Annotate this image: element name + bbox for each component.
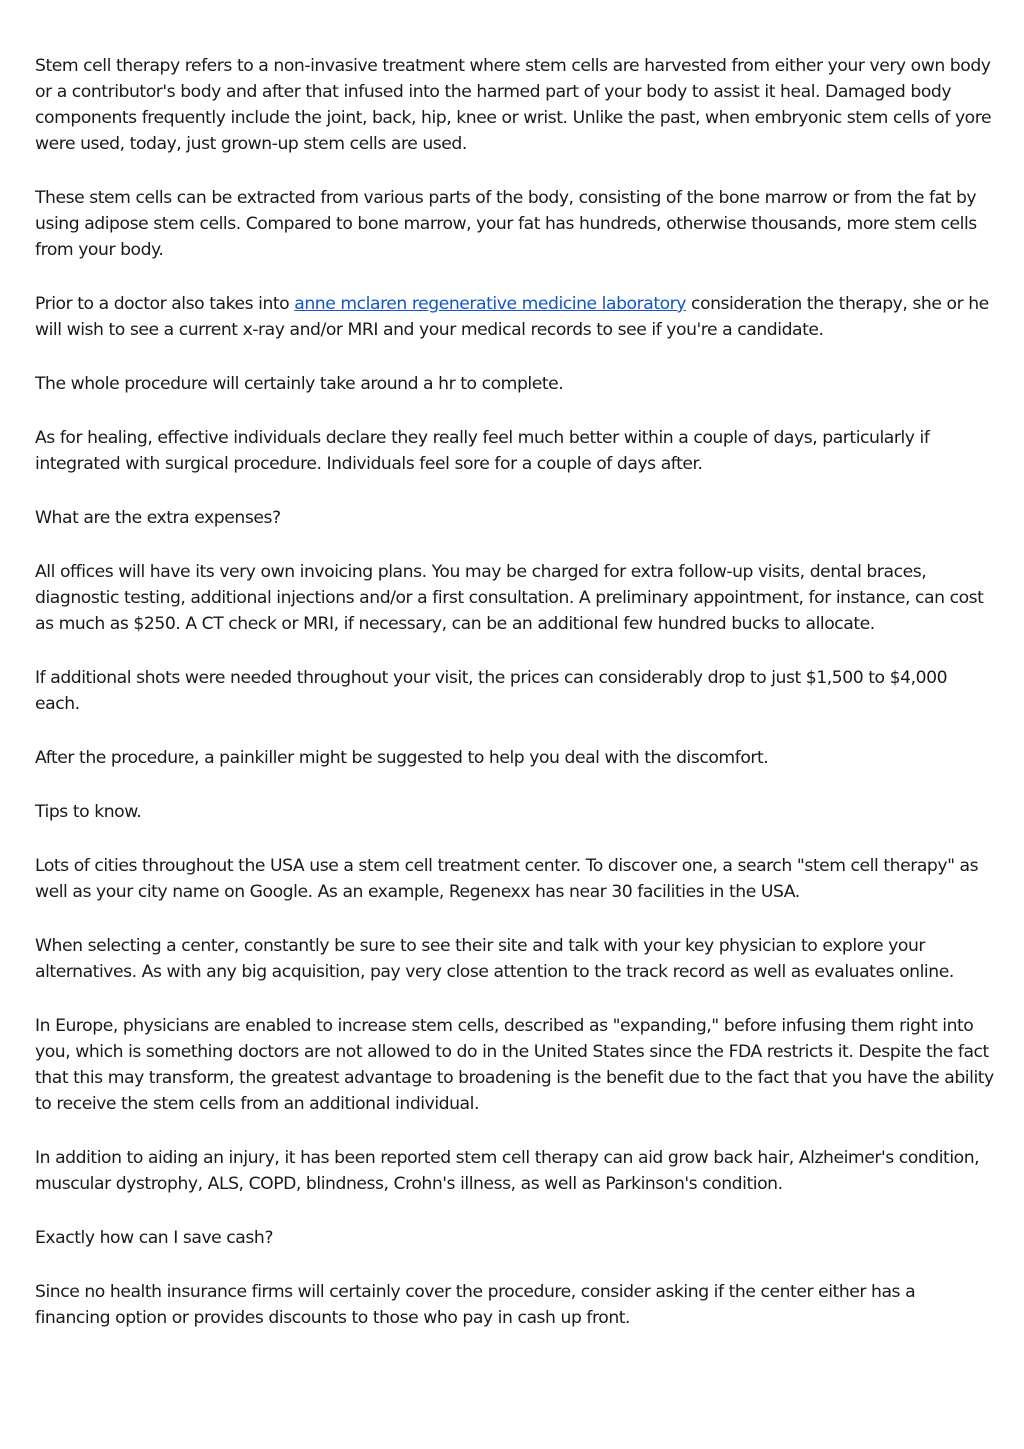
paragraph-financing: Since no health insurance firms will certainly cover the procedure, consider asking if the center either has a financing option or provides discounts to those who pay in cash up front. bbox=[35, 1282, 916, 1328]
heading-extra-expenses: What are the extra expenses? bbox=[35, 508, 281, 528]
paragraph-europe: In Europe, physicians are enabled to increase stem cells, described as "expanding," before infusing them right into you, which is something doctors are not allowed to do in the United States since the FDA restricts it. Despite the fact that this may transform, the greatest advantage to broadening is the benefit due to the fact that you have the ability to receive the stem cells from an additional individual. bbox=[35, 1016, 994, 1114]
paragraph-other-uses: In addition to aiding an injury, it has been reported stem cell therapy can aid grow back hair, Alzheimer's condition, muscular dystrophy, ALS, COPD, blindness, Crohn's illness, as well as Parkinson's condition. bbox=[35, 1148, 980, 1194]
paragraph-procedure-duration: The whole procedure will certainly take around a hr to complete. bbox=[35, 374, 564, 394]
paragraph-shot-prices: If additional shots were needed throughout your visit, the prices can considerably drop to just $1,500 to $4,000 each. bbox=[35, 668, 948, 714]
heading-tips: Tips to know. bbox=[35, 802, 142, 822]
document-body bbox=[35, 53, 995, 1359]
paragraph-painkiller: After the procedure, a painkiller might be suggested to help you deal with the discomfort. bbox=[35, 748, 769, 768]
regenerative-medicine-link[interactable]: anne mclaren regenerative medicine laboratory bbox=[294, 294, 687, 314]
heading-save-cash: Exactly how can I save cash? bbox=[35, 1228, 274, 1248]
paragraph-invoicing: All offices will have its very own invoicing plans. You may be charged for extra follow-up visits, dental braces, diagnostic testing, additional injections and/or a first consultation. A preliminary appointment, for instance, can cost as much as $250. A CT check or MRI, if necessary, can be an additional few hundred bucks to allocate. bbox=[35, 562, 984, 634]
paragraph-doctor-review-text-before: Prior to a doctor also takes into bbox=[35, 294, 295, 314]
paragraph-finding-center: Lots of cities throughout the USA use a stem cell treatment center. To discover one, a search "stem cell therapy" as well as your city name on Google. As an example, Regenexx has near 30 facilities in the USA. bbox=[35, 856, 979, 902]
paragraph-definition: Stem cell therapy refers to a non-invasive treatment where stem cells are harvested from either your very own body or a contributor's body and after that infused into the harmed part of your body to assist it heal. Damaged body components frequently include the joint, back, hip, knee or wrist. Unlike the past, when embryonic stem cells of yore were used, today, just grown-up stem cells are used. bbox=[35, 56, 992, 154]
paragraph-selecting-center: When selecting a center, constantly be sure to see their site and talk with your key physician to explore your alternatives. As with any big acquisition, pay very close attention to the track record as well as evaluates online. bbox=[35, 936, 954, 982]
paragraph-extraction: These stem cells can be extracted from various parts of the body, consisting of the bone marrow or from the fat by using adipose stem cells. Compared to bone marrow, your fat has hundreds, otherwise thousands, more stem cells from your body. bbox=[35, 188, 977, 260]
paragraph-doctor-review-text-after: consideration the therapy, she or he will wish to see a current x-ray and/or MRI and your medical records to see if you're a candidate. bbox=[35, 294, 989, 340]
paragraph-healing: As for healing, effective individuals declare they really feel much better within a couple of days, particularly if integrated with surgical procedure. Individuals feel sore for a couple of days after. bbox=[35, 428, 930, 474]
paragraph-doctor-review bbox=[35, 291, 995, 343]
